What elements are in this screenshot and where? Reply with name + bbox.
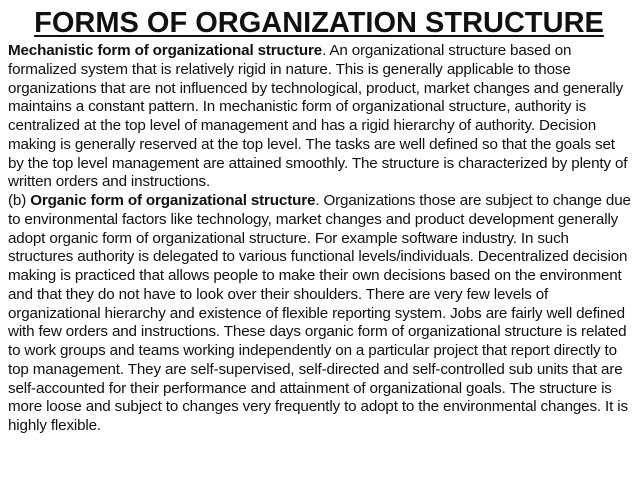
- mechanistic-text: . An organizational structure based on formalized system that is relatively rigid in nature. This is generally applicable to those organizations that are not influenced by technological, product, market changes and generally maintains a constant pattern. In mechanistic form of organizational structure, authority is centralized at the top level of management and has a rigid hierarchy of authority. Decision making is generally reserved at the top level. The tasks are well defined so that the goals set by the top level management are attained smoothly. The structure is characterized by plenty of written orders and instructions.: [8, 42, 628, 191]
- organic-prefix: (b): [8, 192, 31, 209]
- mechanistic-heading: Mechanistic form of organizational structure: [8, 42, 323, 59]
- paragraph-organic: [8, 192, 634, 436]
- slide-title: FORMS OF ORGANIZATION STRUCTURE: [34, 7, 604, 39]
- organic-text: . Organizations those are subject to change due to environmental factors like technology, market changes and product development generally adopt organic form of organizational structure. For example software industry. In such structures authority is delegated to various functional levels/individuals. Decentralized decision making is practiced that allows people to make their own decisions based on the environment and that they do not have to look over their shoulders. There are very few levels of organizational hierarchy and existence of flexible reporting system. Jobs are fairly well defined with few orders and instructions. These days organic form of organizational structure is related to work groups and teams working independently on a particular project that report directly to top management. They are self-supervised, self-directed and self-controlled sub units that are self-accounted for their performance and attainment of organizational goals. The structure is more loose and subject to changes very frequently to adopt to the environmental changes. It is highly flexible.: [8, 192, 631, 434]
- organic-heading: Organic form of organizational structure: [30, 192, 316, 209]
- slide-body: [8, 42, 634, 436]
- paragraph-mechanistic: [8, 42, 634, 192]
